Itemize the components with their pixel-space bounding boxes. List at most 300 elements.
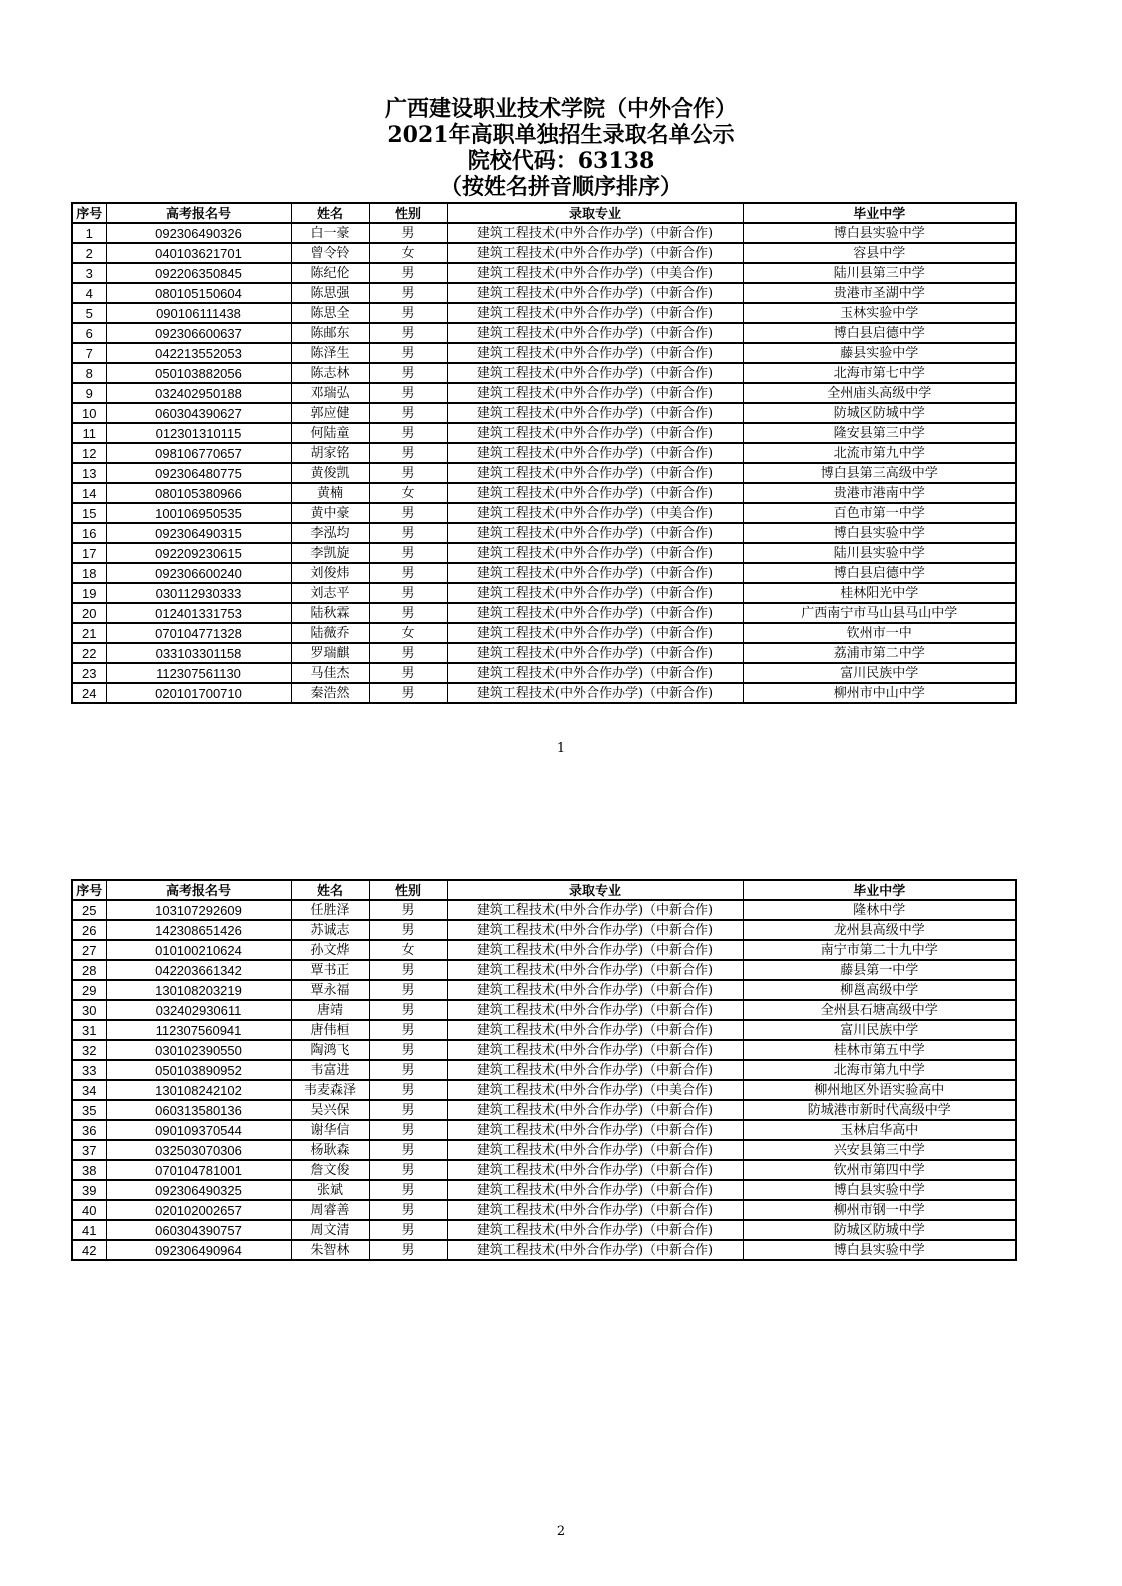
row-gender: 男 (369, 1180, 447, 1200)
row-gender: 男 (369, 543, 447, 563)
row-serial: 1 (72, 223, 106, 243)
row-school: 龙州县高级中学 (743, 920, 1016, 940)
row-serial: 13 (72, 463, 106, 483)
row-major: 建筑工程技术(中外合作办学)（中新合作) (447, 1160, 743, 1180)
row-gender: 男 (369, 423, 447, 443)
row-gender: 男 (369, 1160, 447, 1180)
table-row (72, 623, 1016, 643)
table-row (72, 920, 1016, 940)
row-exam-id: 130108242102 (106, 1080, 291, 1100)
header-school: 毕业中学 (743, 880, 1016, 900)
row-major: 建筑工程技术(中外合作办学)（中新合作) (447, 683, 743, 703)
table-row (72, 523, 1016, 543)
row-major: 建筑工程技术(中外合作办学)（中新合作) (447, 403, 743, 423)
row-exam-id: 070104771328 (106, 623, 291, 643)
row-gender: 女 (369, 940, 447, 960)
row-name: 曾令铃 (291, 243, 369, 263)
row-name: 李泓均 (291, 523, 369, 543)
row-serial: 14 (72, 483, 106, 503)
row-school: 北海市第九中学 (743, 1060, 1016, 1080)
row-school: 百色市第一中学 (743, 503, 1016, 523)
row-school: 贵港市港南中学 (743, 483, 1016, 503)
row-serial: 7 (72, 343, 106, 363)
row-gender: 女 (369, 483, 447, 503)
row-school: 博白县启德中学 (743, 323, 1016, 343)
row-major: 建筑工程技术(中外合作办学)（中新合作) (447, 303, 743, 323)
row-serial: 8 (72, 363, 106, 383)
table-row (72, 1220, 1016, 1240)
header-serial: 序号 (72, 203, 106, 223)
row-major: 建筑工程技术(中外合作办学)（中新合作) (447, 1220, 743, 1240)
row-major: 建筑工程技术(中外合作办学)（中新合作) (447, 583, 743, 603)
row-major: 建筑工程技术(中外合作办学)（中新合作) (447, 1200, 743, 1220)
row-name: 孙文烨 (291, 940, 369, 960)
row-gender: 男 (369, 563, 447, 583)
row-major: 建筑工程技术(中外合作办学)（中美合作) (447, 503, 743, 523)
row-gender: 男 (369, 663, 447, 683)
row-gender: 男 (369, 403, 447, 423)
row-exam-id: 042213552053 (106, 343, 291, 363)
row-school: 玉林启华高中 (743, 1120, 1016, 1140)
row-major: 建筑工程技术(中外合作办学)（中新合作) (447, 523, 743, 543)
row-serial: 16 (72, 523, 106, 543)
row-exam-id: 012301310115 (106, 423, 291, 443)
row-major: 建筑工程技术(中外合作办学)（中新合作) (447, 283, 743, 303)
table-row (72, 263, 1016, 283)
row-serial: 24 (72, 683, 106, 703)
row-school: 藤县第一中学 (743, 960, 1016, 980)
table-row (72, 643, 1016, 663)
table-row (72, 1160, 1016, 1180)
row-serial: 26 (72, 920, 106, 940)
title-list-name: 2021年高职单独招生录取名单公示 (387, 122, 735, 148)
row-school: 防城区防城中学 (743, 1220, 1016, 1240)
row-gender: 男 (369, 960, 447, 980)
row-serial: 39 (72, 1180, 106, 1200)
row-major: 建筑工程技术(中外合作办学)（中新合作) (447, 563, 743, 583)
row-name: 何陆童 (291, 423, 369, 443)
row-name: 陈纪伦 (291, 263, 369, 283)
row-exam-id: 092209230615 (106, 543, 291, 563)
row-gender: 男 (369, 503, 447, 523)
row-school: 南宁市第二十九中学 (743, 940, 1016, 960)
row-gender: 男 (369, 443, 447, 463)
row-serial: 3 (72, 263, 106, 283)
table-header-row (72, 880, 1016, 900)
row-gender: 男 (369, 1120, 447, 1140)
row-name: 苏诚志 (291, 920, 369, 940)
table-row (72, 900, 1016, 920)
row-gender: 男 (369, 1240, 447, 1260)
row-name: 周文清 (291, 1220, 369, 1240)
row-exam-id: 010100210624 (106, 940, 291, 960)
row-exam-id: 090106111438 (106, 303, 291, 323)
row-exam-id: 090109370544 (106, 1120, 291, 1140)
header-gender: 性别 (369, 880, 447, 900)
table-row (72, 663, 1016, 683)
row-serial: 17 (72, 543, 106, 563)
table-row (72, 243, 1016, 263)
row-gender: 男 (369, 1080, 447, 1100)
row-exam-id: 092306600240 (106, 563, 291, 583)
row-exam-id: 070104781001 (106, 1160, 291, 1180)
row-major: 建筑工程技术(中外合作办学)（中新合作) (447, 423, 743, 443)
row-school: 博白县实验中学 (743, 223, 1016, 243)
row-major: 建筑工程技术(中外合作办学)（中新合作) (447, 1140, 743, 1160)
row-name: 唐靖 (291, 1000, 369, 1020)
row-gender: 男 (369, 343, 447, 363)
row-exam-id: 060304390757 (106, 1220, 291, 1240)
row-gender: 男 (369, 603, 447, 623)
row-school: 全州县石塘高级中学 (743, 1000, 1016, 1020)
table-row (72, 443, 1016, 463)
title-school-name: 广西建设职业技术学院（中外合作） (384, 96, 737, 122)
row-school: 防城区防城中学 (743, 403, 1016, 423)
row-gender: 男 (369, 1020, 447, 1040)
header-name: 姓名 (291, 203, 369, 223)
row-school: 柳州地区外语实验高中 (743, 1080, 1016, 1100)
row-name: 黄俊凯 (291, 463, 369, 483)
row-name: 杨耿森 (291, 1140, 369, 1160)
row-serial: 19 (72, 583, 106, 603)
row-serial: 34 (72, 1080, 106, 1100)
row-major: 建筑工程技术(中外合作办学)（中新合作) (447, 900, 743, 920)
row-name: 邓瑞弘 (291, 383, 369, 403)
row-gender: 男 (369, 683, 447, 703)
row-serial: 36 (72, 1120, 106, 1140)
row-school: 桂林市第五中学 (743, 1040, 1016, 1060)
row-name: 韦富进 (291, 1060, 369, 1080)
row-name: 陆薇乔 (291, 623, 369, 643)
table-row (72, 683, 1016, 703)
row-serial: 27 (72, 940, 106, 960)
row-gender: 男 (369, 263, 447, 283)
row-name: 陈思全 (291, 303, 369, 323)
row-exam-id: 032402930611 (106, 1000, 291, 1020)
row-school: 全州庙头高级中学 (743, 383, 1016, 403)
row-serial: 31 (72, 1020, 106, 1040)
row-name: 谢华信 (291, 1120, 369, 1140)
row-gender: 男 (369, 980, 447, 1000)
table-row (72, 223, 1016, 243)
table-row (72, 343, 1016, 363)
document-title (0, 96, 1122, 200)
row-major: 建筑工程技术(中外合作办学)（中新合作) (447, 363, 743, 383)
row-school: 博白县启德中学 (743, 563, 1016, 583)
row-gender: 男 (369, 283, 447, 303)
row-name: 詹文俊 (291, 1160, 369, 1180)
row-school: 富川民族中学 (743, 663, 1016, 683)
table-row (72, 1240, 1016, 1260)
row-major: 建筑工程技术(中外合作办学)（中新合作) (447, 960, 743, 980)
header-major: 录取专业 (447, 203, 743, 223)
table-row (72, 383, 1016, 403)
row-serial: 23 (72, 663, 106, 683)
row-exam-id: 112307560941 (106, 1020, 291, 1040)
row-gender: 男 (369, 1000, 447, 1020)
row-gender: 男 (369, 1200, 447, 1220)
header-serial: 序号 (72, 880, 106, 900)
row-major: 建筑工程技术(中外合作办学)（中新合作) (447, 1120, 743, 1140)
row-gender: 男 (369, 1040, 447, 1060)
row-exam-id: 092306490325 (106, 1180, 291, 1200)
row-name: 吴兴保 (291, 1100, 369, 1120)
row-major: 建筑工程技术(中外合作办学)（中新合作) (447, 643, 743, 663)
row-gender: 男 (369, 223, 447, 243)
row-school: 藤县实验中学 (743, 343, 1016, 363)
row-exam-id: 092206350845 (106, 263, 291, 283)
row-serial: 15 (72, 503, 106, 523)
row-school: 柳州市中山中学 (743, 683, 1016, 703)
row-serial: 41 (72, 1220, 106, 1240)
row-serial: 38 (72, 1160, 106, 1180)
row-serial: 40 (72, 1200, 106, 1220)
row-serial: 35 (72, 1100, 106, 1120)
table-row (72, 323, 1016, 343)
row-exam-id: 092306480775 (106, 463, 291, 483)
row-gender: 男 (369, 383, 447, 403)
row-name: 韦麦森泽 (291, 1080, 369, 1100)
header-name: 姓名 (291, 880, 369, 900)
row-name: 黄楠 (291, 483, 369, 503)
row-major: 建筑工程技术(中外合作办学)（中新合作) (447, 603, 743, 623)
row-name: 秦浩然 (291, 683, 369, 703)
header-exam-id: 高考报名号 (106, 880, 291, 900)
table-row (72, 483, 1016, 503)
row-major: 建筑工程技术(中外合作办学)（中新合作) (447, 543, 743, 563)
row-gender: 男 (369, 583, 447, 603)
row-gender: 男 (369, 303, 447, 323)
table-row (72, 1200, 1016, 1220)
row-exam-id: 112307561130 (106, 663, 291, 683)
table-row (72, 463, 1016, 483)
row-exam-id: 092306490964 (106, 1240, 291, 1260)
row-exam-id: 030102390550 (106, 1040, 291, 1060)
row-school: 博白县实验中学 (743, 1180, 1016, 1200)
row-major: 建筑工程技术(中外合作办学)（中新合作) (447, 1040, 743, 1060)
row-major: 建筑工程技术(中外合作办学)（中新合作) (447, 383, 743, 403)
row-name: 陈思强 (291, 283, 369, 303)
row-exam-id: 050103890952 (106, 1060, 291, 1080)
row-gender: 男 (369, 1140, 447, 1160)
row-major: 建筑工程技术(中外合作办学)（中新合作) (447, 1060, 743, 1080)
row-name: 刘俊炜 (291, 563, 369, 583)
row-school: 博白县实验中学 (743, 523, 1016, 543)
row-exam-id: 012401331753 (106, 603, 291, 623)
row-serial: 10 (72, 403, 106, 423)
row-school: 桂林阳光中学 (743, 583, 1016, 603)
table-header-row (72, 203, 1016, 223)
row-serial: 20 (72, 603, 106, 623)
row-exam-id: 092306490326 (106, 223, 291, 243)
table-row (72, 403, 1016, 423)
row-serial: 30 (72, 1000, 106, 1020)
table-row (72, 543, 1016, 563)
row-exam-id: 060313580136 (106, 1100, 291, 1120)
header-school: 毕业中学 (743, 203, 1016, 223)
row-major: 建筑工程技术(中外合作办学)（中新合作) (447, 1180, 743, 1200)
table-row (72, 960, 1016, 980)
row-serial: 42 (72, 1240, 106, 1260)
row-gender: 女 (369, 623, 447, 643)
table-row (72, 423, 1016, 443)
row-serial: 4 (72, 283, 106, 303)
row-serial: 25 (72, 900, 106, 920)
row-serial: 12 (72, 443, 106, 463)
admission-table-page-2 (71, 879, 1017, 1261)
header-gender: 性别 (369, 203, 447, 223)
row-gender: 男 (369, 1060, 447, 1080)
row-major: 建筑工程技术(中外合作办学)（中新合作) (447, 1100, 743, 1120)
row-gender: 男 (369, 900, 447, 920)
row-name: 刘志平 (291, 583, 369, 603)
row-name: 任胜泽 (291, 900, 369, 920)
title-school-code: 院校代码：63138 (467, 148, 655, 174)
row-major: 建筑工程技术(中外合作办学)（中美合作) (447, 263, 743, 283)
row-exam-id: 080105150604 (106, 283, 291, 303)
row-name: 罗瑞麒 (291, 643, 369, 663)
row-gender: 男 (369, 363, 447, 383)
row-exam-id: 080105380966 (106, 483, 291, 503)
row-school: 钦州市第四中学 (743, 1160, 1016, 1180)
row-school: 北海市第七中学 (743, 363, 1016, 383)
row-major: 建筑工程技术(中外合作办学)（中新合作) (447, 1000, 743, 1020)
row-exam-id: 050103882056 (106, 363, 291, 383)
table-row (72, 980, 1016, 1000)
row-exam-id: 030112930333 (106, 583, 291, 603)
row-school: 富川民族中学 (743, 1020, 1016, 1040)
row-major: 建筑工程技术(中外合作办学)（中新合作) (447, 483, 743, 503)
row-school: 博白县实验中学 (743, 1240, 1016, 1260)
row-school: 博白县第三高级中学 (743, 463, 1016, 483)
title-sort-note: （按姓名拼音顺序排序） (439, 174, 682, 200)
row-exam-id: 040103621701 (106, 243, 291, 263)
row-school: 隆安县第三中学 (743, 423, 1016, 443)
row-exam-id: 020102002657 (106, 1200, 291, 1220)
row-major: 建筑工程技术(中外合作办学)（中新合作) (447, 223, 743, 243)
header-major: 录取专业 (447, 880, 743, 900)
table-row (72, 303, 1016, 323)
row-school: 柳邕高级中学 (743, 980, 1016, 1000)
row-school: 钦州市一中 (743, 623, 1016, 643)
table-row (72, 603, 1016, 623)
row-school: 隆林中学 (743, 900, 1016, 920)
table-row (72, 283, 1016, 303)
row-serial: 18 (72, 563, 106, 583)
table-row (72, 1080, 1016, 1100)
row-serial: 2 (72, 243, 106, 263)
row-exam-id: 100106950535 (106, 503, 291, 523)
row-exam-id: 092306490315 (106, 523, 291, 543)
row-school: 防城港市新时代高级中学 (743, 1100, 1016, 1120)
row-name: 陆秋霖 (291, 603, 369, 623)
table-row (72, 940, 1016, 960)
row-major: 建筑工程技术(中外合作办学)（中新合作) (447, 980, 743, 1000)
row-major: 建筑工程技术(中外合作办学)（中新合作) (447, 920, 743, 940)
table-row (72, 1100, 1016, 1120)
table-row (72, 1000, 1016, 1020)
row-gender: 男 (369, 920, 447, 940)
row-school: 陆川县实验中学 (743, 543, 1016, 563)
row-exam-id: 098106770657 (106, 443, 291, 463)
row-school: 玉林实验中学 (743, 303, 1016, 323)
row-name: 覃书正 (291, 960, 369, 980)
row-gender: 男 (369, 523, 447, 543)
row-serial: 5 (72, 303, 106, 323)
table-row (72, 1140, 1016, 1160)
row-school: 容县中学 (743, 243, 1016, 263)
row-school: 陆川县第三中学 (743, 263, 1016, 283)
row-name: 陈邮东 (291, 323, 369, 343)
row-school: 广西南宁市马山县马山中学 (743, 603, 1016, 623)
row-major: 建筑工程技术(中外合作办学)（中新合作) (447, 1020, 743, 1040)
row-serial: 11 (72, 423, 106, 443)
row-serial: 32 (72, 1040, 106, 1060)
row-serial: 6 (72, 323, 106, 343)
row-exam-id: 103107292609 (106, 900, 291, 920)
row-gender: 男 (369, 463, 447, 483)
row-exam-id: 130108203219 (106, 980, 291, 1000)
table-row (72, 503, 1016, 523)
row-exam-id: 042203661342 (106, 960, 291, 980)
row-exam-id: 092306600637 (106, 323, 291, 343)
row-name: 郭应健 (291, 403, 369, 423)
row-major: 建筑工程技术(中外合作办学)（中新合作) (447, 443, 743, 463)
table-row (72, 1060, 1016, 1080)
row-name: 覃永福 (291, 980, 369, 1000)
row-serial: 33 (72, 1060, 106, 1080)
table-row (72, 1180, 1016, 1200)
row-name: 马佳杰 (291, 663, 369, 683)
row-major: 建筑工程技术(中外合作办学)（中新合作) (447, 623, 743, 643)
row-major: 建筑工程技术(中外合作办学)（中新合作) (447, 463, 743, 483)
row-name: 周睿善 (291, 1200, 369, 1220)
table-row (72, 1040, 1016, 1060)
row-school: 北流市第九中学 (743, 443, 1016, 463)
row-exam-id: 142308651426 (106, 920, 291, 940)
row-major: 建筑工程技术(中外合作办学)（中新合作) (447, 343, 743, 363)
row-major: 建筑工程技术(中外合作办学)（中新合作) (447, 243, 743, 263)
row-major: 建筑工程技术(中外合作办学)（中新合作) (447, 1240, 743, 1260)
row-serial: 37 (72, 1140, 106, 1160)
row-school: 兴安县第三中学 (743, 1140, 1016, 1160)
row-exam-id: 033103301158 (106, 643, 291, 663)
row-name: 张斌 (291, 1180, 369, 1200)
page-number: 1 (556, 741, 566, 756)
row-name: 朱智林 (291, 1240, 369, 1260)
table-row (72, 1020, 1016, 1040)
row-gender: 男 (369, 643, 447, 663)
table-row (72, 563, 1016, 583)
row-gender: 男 (369, 1220, 447, 1240)
row-exam-id: 032503070306 (106, 1140, 291, 1160)
row-gender: 女 (369, 243, 447, 263)
row-name: 陈泽生 (291, 343, 369, 363)
row-name: 陈志林 (291, 363, 369, 383)
row-school: 柳州市钢一中学 (743, 1200, 1016, 1220)
row-name: 白一豪 (291, 223, 369, 243)
header-exam-id: 高考报名号 (106, 203, 291, 223)
table-row (72, 1120, 1016, 1140)
row-school: 荔浦市第二中学 (743, 643, 1016, 663)
row-major: 建筑工程技术(中外合作办学)（中新合作) (447, 323, 743, 343)
row-major: 建筑工程技术(中外合作办学)（中新合作) (447, 940, 743, 960)
row-exam-id: 020101700710 (106, 683, 291, 703)
row-name: 唐伟桓 (291, 1020, 369, 1040)
row-name: 陶鸿飞 (291, 1040, 369, 1060)
row-serial: 28 (72, 960, 106, 980)
row-name: 黄中豪 (291, 503, 369, 523)
